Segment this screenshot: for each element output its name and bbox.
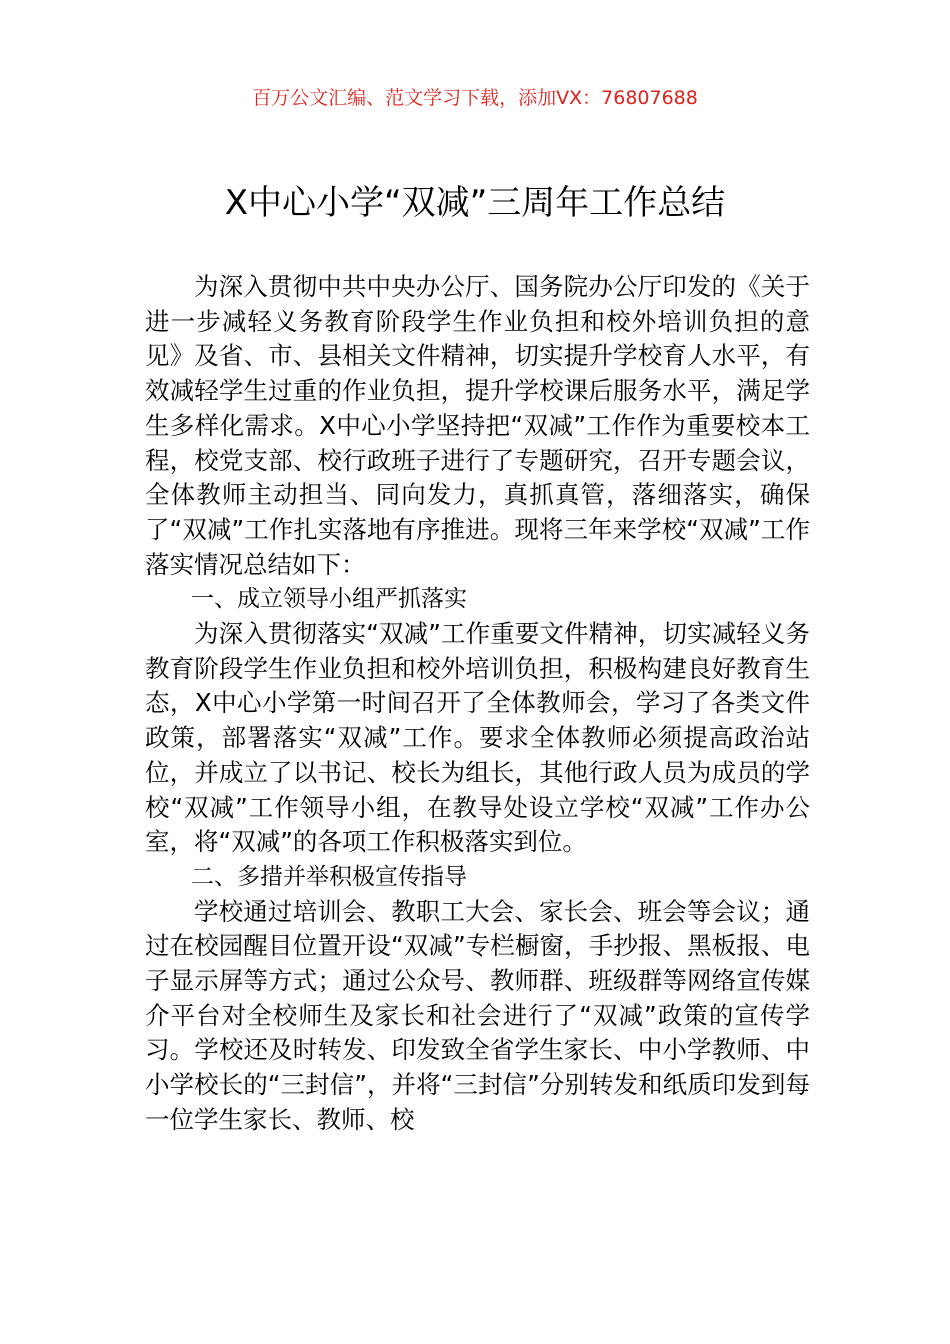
intro-paragraph: 为深入贯彻中共中央办公厅、国务院办公厅印发的《关于进一步减轻义务教育阶段学生作业负担和校外培训负担的意见》及省、市、县相关文件精神，切实提升学校育人水平，有效减轻学生过重的作业负担，提升学校课后服务水平，满足学生多样化需求。X中心小学坚持把“双减”工作作为重要校本工程，校党支部、校行政班子进行了专题研究，召开专题会议，全体教师主动担当、同向发力，真抓真管，落细落实，确保了“双减”工作扎实落地有序推进。现将三年来学校“双减”工作落实情况总结如下： — [145, 272, 810, 579]
document-title: X中心小学“双减”三周年工作总结 — [224, 183, 726, 223]
header-watermark: 百万公文汇编、范文学习下载，添加VX：76807688 — [252, 87, 698, 109]
section-1-paragraph: 为深入贯彻落实“双减”工作重要文件精神，切实减轻义务教育阶段学生作业负担和校外培训负担，积极构建良好教育生态，X中心小学第一时间召开了全体教师会，学习了各类文件政策，部署落实“双减”工作。要求全体教师必须提高政治站位，并成立了以书记、校长为组长，其他行政人员为成员的学校“双减”工作领导小组，在教导处设立学校“双减”工作办公室，将“双减”的各项工作积极落实到位。 — [145, 619, 810, 857]
section-heading-1: 一、成立领导小组严抓落实 — [191, 586, 467, 613]
section-2-paragraph: 学校通过培训会、教职工大会、家长会、班会等会议；通过在校园醒目位置开设“双减”专栏橱窗，手抄报、黑板报、电子显示屏等方式；通过公众号、教师群、班级群等网络宣传媒介平台对全校师生及家长和社会进行了“双减”政策的宣传学习。学校还及时转发、印发致全省学生家长、中小学教师、中小学校长的“三封信”，并将“三封信”分别转发和纸质印发到每一位学生家长、教师、校 — [145, 896, 810, 1134]
document-body — [145, 270, 810, 1138]
section-heading-2: 二、多措并举积极宣传指导 — [191, 863, 467, 890]
